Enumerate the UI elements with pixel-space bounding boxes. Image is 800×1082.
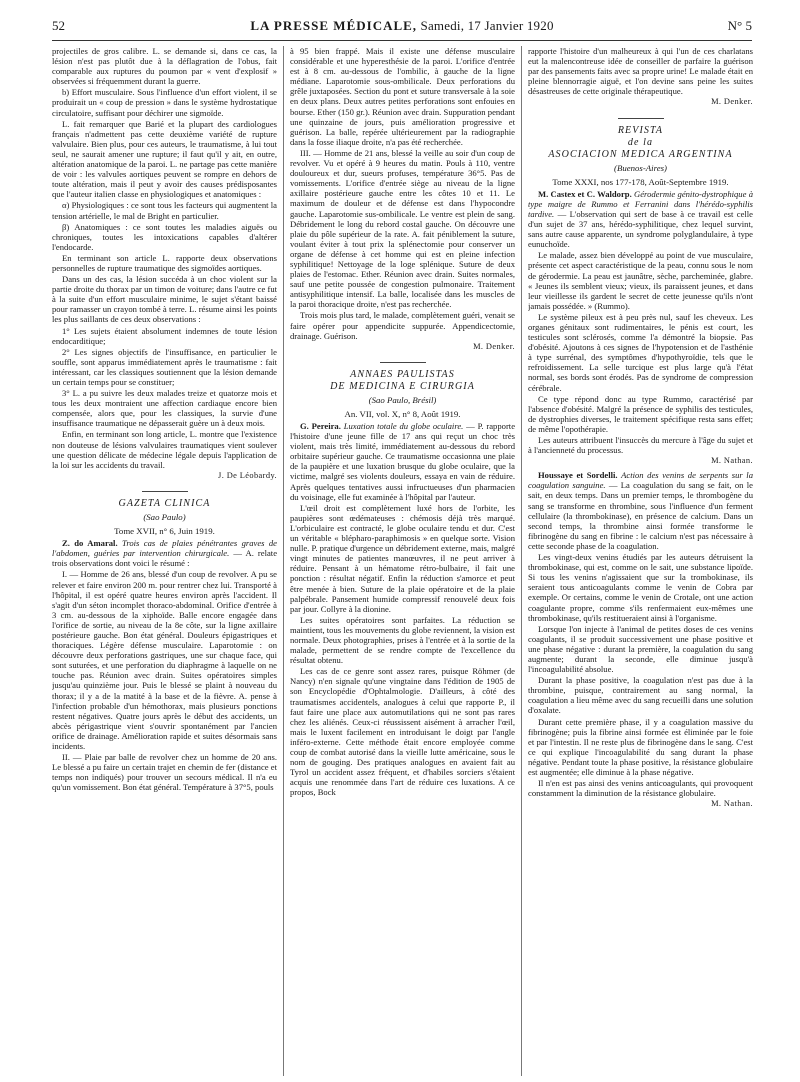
author-signature: M. Nathan. [711,799,753,809]
paragraph: Il n'en est pas ainsi des venins anticoagulants, qui provoquent constamment la diminution de la résistance globulaire. [528,778,753,799]
journal-volume: Tome XXXI, nos 177-178, Août-Septembre 1919. [552,176,729,187]
paragraph: En terminant son article L. rapporte deux observations personnelles de rupture traumatique des sigmoïdes aortiques. [52,252,277,273]
article-title: Luxation totale du globe oculaire. [343,421,464,431]
article-heading [528,189,753,250]
journal-title-line-3: ASOCIACION MEDICA ARGENTINA [548,148,733,160]
paragraph: Dans un des cas, la lésion succéda à un choc violent sur la partie droite du thorax par un timon de voiture; dans l'autre ce fut à la suite d'un effort musculaire minime, le sujet s'étant baissé pour ramasser un crayon tombé à terre. L. résume ainsi les points les plus saillants de ces deux observations : [52,274,277,325]
journal-title: ANNAES PAULISTAS [350,368,455,380]
journal-title: REVISTA [617,124,664,136]
journal-place: (Sao Paulo, Brésil) [368,394,437,405]
paragraph: Le système pileux est à peu près nul, sauf les cheveux. Les organes génitaux sont rudimentaires, le pénis est court, les testicules sont sclérosés, comme l'a démontré la biopsie. Pas d'obésité. Ajoutons à ces signes de l'hypotension et de l'asthénie à type surrénal, des symptômes d'hypothyroïdie, tels que le refroidissement. La selle turcique est plus large qu'à l'état normal, ses bords sont érodés. Pas de syndrome de compression cérébrale. [528,311,753,393]
author-signature: M. Nathan. [711,456,753,466]
paragraph: L. fait remarquer que Barié et la plupart des cardiologues français n'admettent pas cette deuxième variété de rupture valvulaire. Bien plus, pour ces auteurs, le traumatisme, à lui tout seul, ne saurait amener une rupture; il faut qu'il y ait, en outre, altération anatomique de la paroi. L. ne partage pas cette manière de voir : les valvules aortiques peuvent se rompre en dehors de toute altération, mais il peut y avoir des causes prédisposantes que l'auteur italien classe en physiologiques et anatomiques : [52,118,277,200]
article-author: G. Pereira. [300,421,341,431]
journal-heading [290,362,515,419]
author-signature: J. De Léobardy. [218,470,277,480]
article-title: Trois cas de plaies pénétrantes graves de l'abdomen, guéries par intervention chirurgicale. [52,538,277,559]
section-rule [380,362,426,363]
paragraph: II. — Plaie par balle de revolver chez un homme de 20 ans. Le blessé a pu faire un certain trajet en chemin de fer (distance et temps non indiqués) pour trouver un secours médical. Il n'a eu qu'un vomissement. Bon état général. Température à 37°5, pouls [52,752,277,793]
column-1 [52,46,277,1076]
paragraph: 2° Les signes objectifs de l'insuffisance, en particulier le souffle, sont apparus immédiatement après le traumatisme : fait intéressant, car les classiques soutiennent que la lésion demande un certain temps pour se constituer; [52,346,277,387]
paragraph: Les vingt-deux venins étudiés par les auteurs détruisent la thrombokinase, qui est, comme on le sait, une substance lipoïde. Si tous les venins n'agissaient que sur la trombokinase, ils seraient tous anticoagulants comme le venin de Cobra par exemple. Or certains, comme le venin de Crotale, ont une action coagulante propre, comme s'ils renfermaient eux-mêmes une thrombokinase, qu'ils restitueraient ainsi à l'organisme. [528,552,753,623]
article-title: Gérodermie génito-dystrophique à type maigre de Rummo et Ferranini dans l'hérédo-syphilis tardive. [528,188,753,219]
paragraph: Durant cette première phase, il y a coagulation massive du fibrinogène; puis la fibrine ainsi formée est éliminée par le foie et par l'intestin. Il ne reste plus de fibrinogène dans le sang. C'est ce qui explique l'incoagulabilité du sang durant la phase négative. Pendant toute la phase positive, la résistance globulaire est augmentée; elle diminue à la phase négative. [528,716,753,777]
author-signature: M. Denker. [473,341,515,351]
journal-title-line-2: DE MEDICINA E CIRURGIA [330,380,475,392]
page-header [52,18,752,40]
paragraph: α) Physiologiques : ce sont tous les facteurs qui augmentent la tension artérielle, le mal de Bright en particulier. [52,200,277,221]
column-2 [290,46,515,1076]
article-heading [52,538,277,568]
journal-place: (Sao Paulo) [143,511,186,522]
paragraph: Le malade, assez bien développé au point de vue musculaire, présente cet aspect caractéristique de la peau, connu sous le nom de gérodermie. La peau est jaunâtre, sèche, parcheminée, glabre. « Jeunes ils semblent vieux; vieux, ils paraissent jeunes, et dans leur vieillesse ils gardent le secret de cette jeunesse qu'ils n'ont jamais possédée. » (Rummo). [528,250,753,311]
section-rule [618,118,664,119]
journal-title: GAZETA CLINICA [118,497,211,509]
article-author: M. Castex et C. Waldorp. [538,188,632,199]
paragraph: Durant la phase positive, la coagulation n'est pas due à la thrombine, puisque, contrairement au sang normal, la coagulation a lieu même avec du sang recueilli dans une solution d'oxalate. [528,675,753,716]
header-rule [52,40,752,41]
column-divider [283,46,284,1076]
paragraph: 3° L. a pu suivre les deux malades treize et quatorze mois et tous les deux montraient une affection cardiaque encore bien compensée, alors que, pour les classiques, la survie d'une insuffisance traumatique ne dépasserait guère un à deux mois. [52,388,277,429]
author-signature: M. Denker. [711,97,753,107]
paragraph: à 95 bien frappé. Mais il existe une défense musculaire considérable et une hyperesthésie de la paroi. L'orifice d'entrée est à 8 cm. au-dessous de l'ombilic, à gauche de la ligne médiane. Laparotomie sous-ombilicale. Deux perforations du grêle juxtaposées. Section du pont et suture transversale à la soie en deux plans. Deux autres petites perforations sont enfouies en bourse. Ether (150 gr.). Réunion avec drain. Suppuration pendant une quinzaine de jours, puis amélioration progressive et guérison. La balle, repérée ultérieurement par la radiographie dans la fosse iliaque droite, n'a pas été recherchée. [290,46,515,147]
paragraph: I. — Homme de 26 ans, blessé d'un coup de revolver. A pu se relever et faire environ 200 m. pour rentrer chez lui. Transporté à l'hôpital, il est opéré quatre heures environ après l'accident. Il s'agit d'un séton incomplet thoraco-abdominal. Orifice d'entrée à 3 cm. au-dessous de la xiphoïde. Balle encore engagée dans l'orifice de sortie, au niveau de la 8e côte, sur la ligne axillaire postérieure gauche. Bon état général. Douleurs épigastriques et thoraciques. Légère défense musculaire. Laparotomie : on découvre deux perforations gastriques, une sur chaque face, qui sont suturées, et une perforation du diaphragme à laquelle on ne touche pas. Réunion avec drain. Suites opératoires simples jusqu'au quinzième jour. Puis le blessé se plaint à nouveau du thorax; il y a de la matité à la base et de la fièvre. A. pense à l'infection probable d'un hémothorax, mais plusieurs ponctions restent négatives. Quatre jours après le début des accidents, un abcès périgastrique vient s'ouvrir spontanément par l'ancien orifice de drainage. Amélioration rapide et suites désormais sans incidents. [52,569,277,751]
column-divider [521,46,522,1076]
paragraph: Les suites opératoires sont parfaites. La réduction se maintient, tous les mouvements du globe reviennent, la vision est normale. Deux photographies, prises à l'entrée et à la sortie de la malade, permettent de se rendre compte de l'excellence du résultat obtenu. [290,614,515,666]
paragraph: 1° Les sujets étaient absolument indemnes de toute lésion endocarditique; [52,325,277,346]
article-author: Z. do Amaral. [62,538,118,549]
journal-volume: An. VII, vol. X, n° 8, Août 1919. [344,408,461,419]
paragraph: Les auteurs attribuent l'insuccès du mercure à l'âge du sujet et à l'ancienneté du processus. [528,435,753,456]
paragraph: III. — Homme de 21 ans, blessé la veille au soir d'un coup de revolver. Vu et opéré à 9 heures du matin. Pouls à 110, ventre douloureux et dur, sueurs profuses, température 36°5. Pas de vomissements. L'orifice d'entrée siège au niveau de la ligne axillaire postérieure gauche entre les côtes 10 et 11. Le maximum de douleur et de défense est dans l'hypocondre gauche. Laparotomie sus-ombilicale. Le ventre est plein de sang. Débridement le long du rebord costal gauche. On découvre une plaie du pôle supérieur de la rate. A. fait péniblement la suture, voulant éviter à tout prix la splénectomie pour conserver un organe de défense à cet homme qui est en pleine infection syphilitique! Nettoyage de la loge splénique. Suture de deux plaies de l'estomac. Ether. Réunion avec drain. Suites normales, sauf une petite poussée de congestion pulmonaire. Traitement antisyphilitique intensif. La balle, localisée dans les muscles de la paroi thoracique droite, n'est pas recherchée. [290,147,515,310]
paragraph: b) Effort musculaire. Sous l'influence d'un effort violent, il se produirait un « coup de pression » dans le système hydrostatique circulatoire, suffisant pour déchirer une sigmoïde. [52,87,277,118]
paragraph: Trois mois plus tard, le malade, complètement guéri, venait se faire opérer pour appendicite suppurée. Appendicectomie, drainage. Guérison. [290,310,515,341]
journal-place: (Buenos-Aires) [614,162,667,173]
paragraph: rapporte l'histoire d'un malheureux à qui l'un de ces charlatans eut la malencontreuse idée de conseiller de parfaire la guérison par des pansements faits avec sa propre urine! Le malade était en pleine blennorragie aiguë, et l'on devine sans peine les suites désastreuses de cette originale thérapeutique. [528,46,753,97]
paragraph: Enfin, en terminant son long article, L. montre que l'existence non douteuse de lésions valvulaires traumatiques vient soulever une question délicate de médecine légale depuis l'application de la loi sur les accidents du travail. [52,429,277,470]
article-lead: — A. relate trois observations dont voici le résumé : [52,548,277,569]
paragraph: L'œil droit est complètement luxé hors de l'orbite, les paupières sont œdémateuses : chémosis déjà très marqué. L'orbiculaire est contracté, le globe oculaire tendu et dur. C'est un véritable « blépharo-paraphimosis » en quelque sorte. Vision nulle. P. pratique d'urgence un débridement externe, mais, malgré vingt minutes de patientes manœuvres, il ne peut arriver à réduire. Pensant à un hématome rétro-bulbaire, il fait une ponction : résultat négatif. Enfin la réduction s'amorce et peut être menée à bien. Suture de la plaie opératoire et de la plaie palpébrale. Pansement humide compressif renouvelé deux fois par jour. Collyre à la dionine. [290,502,515,614]
article-lead: — L'observation qui sert de base à ce travail est celle d'un sujet de 37 ans, hérédo-syphilitique, chez lequel survint, sans autre cause apparente, un syndrome polyglandulaire, à type eunuchoïde. [528,208,753,250]
article-heading [528,470,753,551]
article-author: Houssaye et Sordelli. [538,470,618,481]
paragraph: β) Anatomiques : ce sont toutes les maladies aiguës ou chroniques, toutes les intoxications capables d'altérer l'endocarde. [52,221,277,252]
paragraph: Lorsque l'on injecte à l'animal de petites doses de ces venins coagulants, il se produit successivement une phase positive et une phase négative : durant la première, la coagulation du sang augmente; durant la seconde, elle diminue jusqu'à l'incoagulabilité absolue. [528,623,753,675]
article-title: Action des venins de serpents sur la coagulation sanguine. [528,470,753,491]
paragraph: Les cas de ce genre sont assez rares, puisque Röhmer (de Nancy) n'en signale qu'une vingtaine dans l'édition de 1905 de son Encyclopédie d'Ophtalmologie. D'ailleurs, à côté des traumatismes accidentels, analogues à celui que rapporte P., il faut faire une place aux automutilations qui ne sont pas rares chez les aliénés. Ceux-ci réussissent aisément à arracher l'œil, mais le luxent facilement en introduisant le doigt par l'angle inféro-externe. Cette méthode était encore employée comme coup de combat autorisé dans la vieille lutte américaine, sous le nom de gouging. Des pratiques analogues en avaient fait au Tyrol un accident assez fréquent, et d'habiles sorciers s'étaient acquis une renommée dans l'art de réduire ces luxations. A ce propos, Bock [290,666,515,798]
page-number: 52 [52,18,65,33]
paragraph: projectiles de gros calibre. L. se demande si, dans ce cas, la lésion n'est pas plutôt due à la déflagration de l'obus, fait comparable aux ruptures du poumon par « vent d'explosif » observées si fréquemment durant la guerre. [52,46,277,87]
paragraph: Ce type répond donc au type Rummo, caractérisé par l'absence d'obésité. Malgré la présence de syphilis des testicules, de dystrophies diverses, le traitement spécifique resta sans effet; de même l'opothérapie. [528,393,753,434]
journal-heading [52,491,277,536]
section-rule [142,491,188,492]
issue-number: N° 5 [727,18,752,33]
article-lead: — La coagulation du sang se fait, on le sait, en deux temps. Dans un premier temps, le thrombogène du sang se transforme en thrombine, sous l'influence d'un ferment cellulaire (la thrombokinase), en présence de calcium. Dans un second temps, la thrombine ainsi formée transforme le fibrinogène du sang en fibrine : le calcium n'est pas nécessaire à cette seconde phase de la coagulation. [528,480,753,551]
journal-name: LA PRESSE MÉDICALE, [250,18,418,33]
article-lead: — P. rapporte l'histoire d'une jeune fille de 17 ans qui reçut un choc très violent, mais très limité, immédiatement au-dessous du rebord orbitaire supérieur gauche. Ce traumatisme occasionna une plaie de la paupière et une luxation brusque du globe oculaire, que la victime, malgré ses violents douleurs, essaya en vain de réduire. Après quelques tentatives aussi infructueuses d'un pharmacien du voisinage, elle fut examinée à l'hôpital par l'auteur. [290,421,515,502]
article-heading [290,421,515,502]
journal-heading [528,118,753,187]
issue-date: Samedi, 17 Janvier 1920 [420,18,554,33]
journal-title-line-2: de la [627,136,654,148]
journal-volume: Tome XVII, n° 6, Juin 1919. [114,526,215,537]
running-title [52,18,752,34]
column-3 [528,46,753,1076]
